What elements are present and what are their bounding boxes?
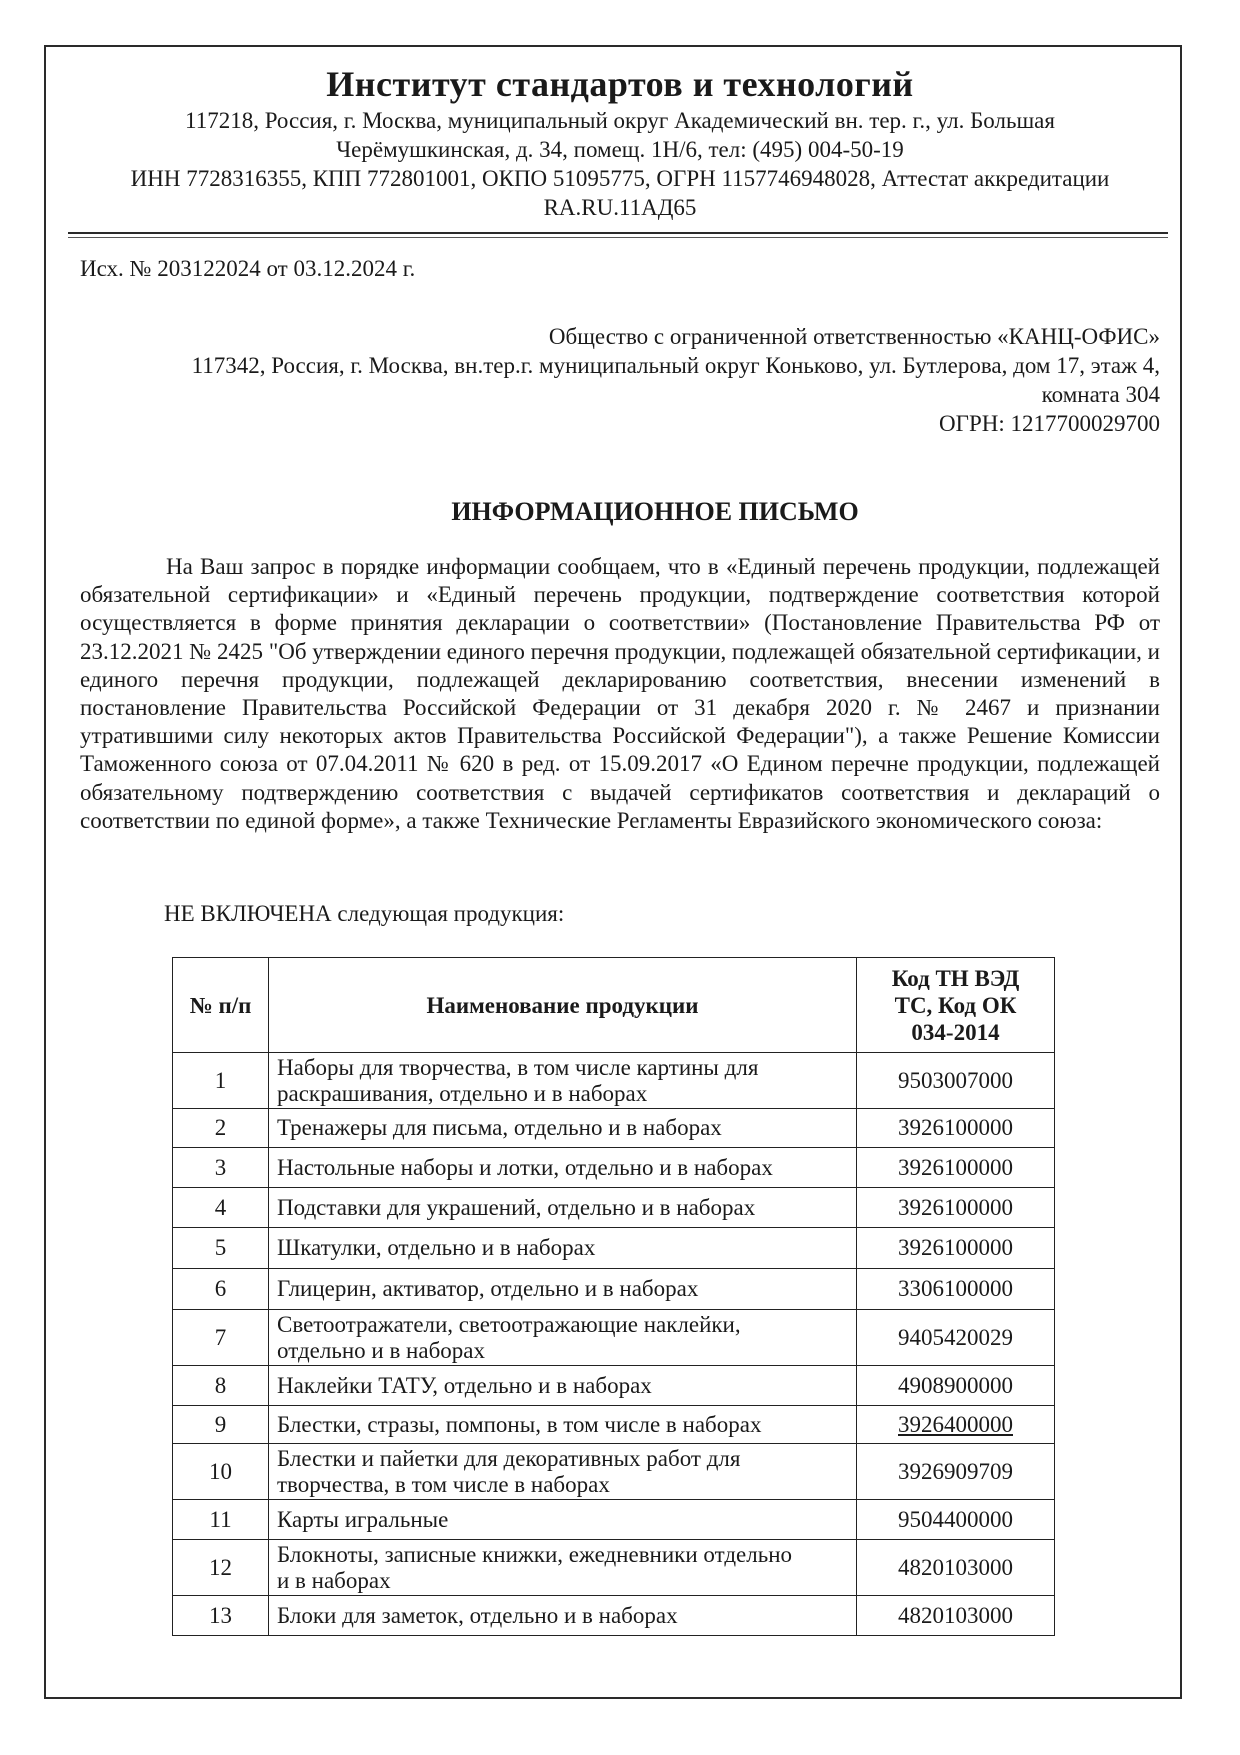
row-number: 10 bbox=[173, 1444, 269, 1500]
table-row bbox=[173, 1310, 1055, 1366]
table-row bbox=[173, 1148, 1055, 1188]
product-code: 9405420029 bbox=[857, 1310, 1055, 1366]
product-name bbox=[269, 1540, 857, 1596]
table-row bbox=[173, 1228, 1055, 1269]
row-number: 2 bbox=[173, 1109, 269, 1148]
product-name: Карты игральные bbox=[269, 1500, 857, 1540]
row-number: 1 bbox=[173, 1053, 269, 1109]
outgoing-number: Исх. № 203122024 от 03.12.2024 г. bbox=[80, 256, 416, 281]
product-code: 4820103000 bbox=[857, 1596, 1055, 1636]
product-name bbox=[269, 1053, 857, 1109]
organization-registration-line-2: RA.RU.11АД65 bbox=[543, 195, 697, 220]
recipient-ogrn: ОГРН: 1217700029700 bbox=[939, 411, 1160, 436]
product-code: 4820103000 bbox=[857, 1540, 1055, 1596]
row-number: 3 bbox=[173, 1148, 269, 1188]
product-name: Наклейки ТАТУ, отдельно и в наборах bbox=[269, 1366, 857, 1406]
column-header-number: № п/п bbox=[173, 958, 269, 1053]
recipient-address-line-2: комната 304 bbox=[1041, 382, 1160, 407]
table-row bbox=[173, 1540, 1055, 1596]
column-header-code-line-3: 034-2014 bbox=[911, 1019, 1000, 1045]
not-included-statement: НЕ ВКЛЮЧЕНА следующая продукция: bbox=[164, 901, 565, 926]
product-code: 3306100000 bbox=[857, 1269, 1055, 1310]
table-row bbox=[173, 1596, 1055, 1636]
column-header-code-line-1: Код ТН ВЭД bbox=[891, 965, 1020, 991]
product-name-line-2: раскрашивания, отдельно и в наборах bbox=[277, 1080, 648, 1106]
product-name bbox=[269, 1310, 857, 1366]
product-code: 3926909709 bbox=[857, 1444, 1055, 1500]
product-code: 9504400000 bbox=[857, 1500, 1055, 1540]
table-header-row bbox=[173, 958, 1055, 1053]
product-name: Настольные наборы и лотки, отдельно и в наборах bbox=[269, 1148, 857, 1188]
product-name-line-1: Светоотражатели, светоотражающие наклейки, bbox=[277, 1311, 741, 1337]
row-number: 4 bbox=[173, 1188, 269, 1228]
table-row bbox=[173, 1444, 1055, 1500]
row-number: 12 bbox=[173, 1540, 269, 1596]
product-code: 3926100000 bbox=[857, 1228, 1055, 1269]
product-name: Блоки для заметок, отдельно и в наборах bbox=[269, 1596, 857, 1636]
row-number: 11 bbox=[173, 1500, 269, 1540]
product-code: 3926100000 bbox=[857, 1148, 1055, 1188]
product-name: Глицерин, активатор, отдельно и в наборах bbox=[269, 1269, 857, 1310]
recipient-block bbox=[80, 322, 1160, 438]
row-number: 9 bbox=[173, 1406, 269, 1444]
table-row bbox=[173, 1188, 1055, 1228]
organization-address-line-2: Черёмушкинская, д. 34, помещ. 1Н/6, тел: (495) 004-50-19 bbox=[336, 137, 904, 162]
letterhead bbox=[80, 62, 1160, 222]
product-name-line-2: отдельно и в наборах bbox=[277, 1337, 485, 1363]
organization-name: Институт стандартов и технологий bbox=[326, 64, 914, 104]
column-header-name: Наименование продукции bbox=[269, 958, 857, 1053]
products-table bbox=[172, 957, 1055, 1636]
organization-address-line-1: 117218, Россия, г. Москва, муниципальный округ Академический вн. тер. г., ул. Большая bbox=[185, 108, 1055, 133]
product-name-line-1: Наборы для творчества, в том числе картины для bbox=[277, 1054, 759, 1080]
product-name: Подставки для украшений, отдельно и в наборах bbox=[269, 1188, 857, 1228]
row-number: 5 bbox=[173, 1228, 269, 1269]
table-row bbox=[173, 1053, 1055, 1109]
table-row bbox=[173, 1109, 1055, 1148]
product-name: Тренажеры для письма, отдельно и в наборах bbox=[269, 1109, 857, 1148]
row-number: 6 bbox=[173, 1269, 269, 1310]
product-code: 9503007000 bbox=[857, 1053, 1055, 1109]
column-header-code bbox=[857, 958, 1055, 1053]
column-header-code-line-2: ТС, Код ОК bbox=[894, 992, 1017, 1018]
row-number: 8 bbox=[173, 1366, 269, 1406]
product-code: 4908900000 bbox=[857, 1366, 1055, 1406]
product-name: Блестки, стразы, помпоны, в том числе в наборах bbox=[269, 1406, 857, 1444]
table-row bbox=[173, 1269, 1055, 1310]
product-code: 3926100000 bbox=[857, 1188, 1055, 1228]
letter-title: ИНФОРМАЦИОННОЕ ПИСЬМО bbox=[451, 497, 859, 526]
row-number: 13 bbox=[173, 1596, 269, 1636]
product-name: Шкатулки, отдельно и в наборах bbox=[269, 1228, 857, 1269]
product-code: 3926400000 bbox=[857, 1406, 1055, 1444]
row-number: 7 bbox=[173, 1310, 269, 1366]
organization-registration-line-1: ИНН 7728316355, КПП 772801001, ОКПО 51095775, ОГРН 1157746948028, Аттестат аккредитации bbox=[130, 166, 1110, 191]
table-row bbox=[173, 1366, 1055, 1406]
table-row bbox=[173, 1500, 1055, 1540]
product-name-line-1: Блокноты, записные книжки, ежедневники отдельно bbox=[277, 1541, 793, 1567]
product-name-line-2: творчества, в том числе в наборах bbox=[277, 1471, 610, 1497]
recipient-name: Общество с ограниченной ответственностью «КАНЦ-ОФИС» bbox=[548, 324, 1160, 349]
table-row bbox=[173, 1406, 1055, 1444]
intro-paragraph: На Ваш запрос в порядке информации сообщаем, что в «Единый перечень продукции, подлежащей обязательной сертификации» и «Единый перечень продукции, подтверждение соответствия которой осуществляется в форме принятия декларации о соответствии» (Постановление Правительства РФ от 23.12.2021 № 2425 "Об утверждении единого перечня продукции, подлежащей обязательной сертификации, и единого перечня продукции, подлежащей декларированию соответствия, внесении изменений в постановление Правительства Российской Федерации от 31 декабря 2020 г. № 2467 и признании утратившими силу некоторых актов Правительства Российской Федерации"), а также Решение Комиссии Таможенного союза от 07.04.2011 № 620 в ред. от 15.09.2017 «О Едином перечне продукции, подлежащей обязательному подтверждению соответствия с выдачей сертификатов соответствия и деклараций о соответствии по единой форме», а также Технические Регламенты Евразийского экономического союза: bbox=[80, 554, 1160, 833]
product-name-line-1: Блестки и пайетки для декоративных работ для bbox=[277, 1445, 741, 1471]
product-code: 3926100000 bbox=[857, 1109, 1055, 1148]
recipient-address-line-1: 117342, Россия, г. Москва, вн.тер.г. муниципальный округ Коньково, ул. Бутлерова, дом 17, этаж 4, bbox=[191, 353, 1160, 378]
product-name-line-2: и в наборах bbox=[277, 1567, 391, 1593]
product-name bbox=[269, 1444, 857, 1500]
header-divider bbox=[68, 232, 1168, 238]
